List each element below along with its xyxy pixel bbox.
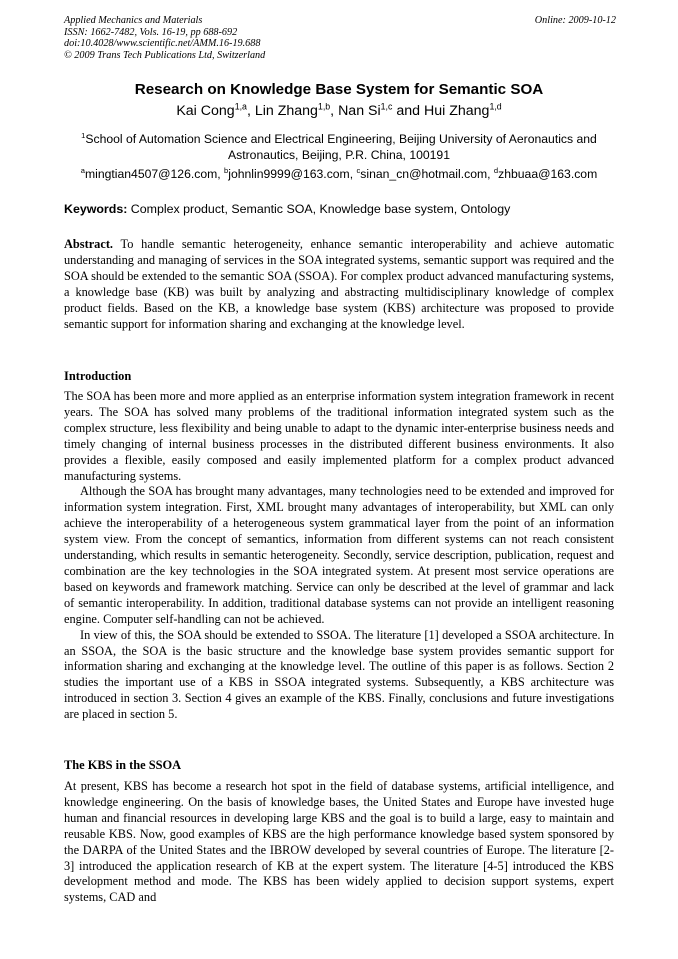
abstract-text: To handle semantic heterogeneity, enhance semantic interoperability and achieve automatic understanding and managing of services in the SOA integrated systems, semantic support was required and the SOA should be extended to the semantic SOA (SSOA). For complex product advanced manufacturing systems, a knowledge base (KB) was built by analyzing and abstracting multidisciplinary knowledge of complex product fields. Based on the KB, a knowledge base system (KBS) architecture was proposed to provide semantic support for information sharing and exchanging at the knowledge level.: [64, 237, 614, 331]
issn-line: ISSN: 1662-7482, Vols. 16-19, pp 688-692: [64, 26, 238, 38]
author: Lin Zhang$^{1,b}$,: [254, 101, 339, 119]
online-date: Online: 2009-10-12: [534, 15, 616, 26]
doi-line: doi:10.4028/www.scientific.net/AMM.16-19.688: [64, 38, 261, 50]
email: $^c$sinan_cn@hotmail.com,: [356, 165, 494, 181]
keywords: [64, 201, 616, 217]
section-heading-kbs: The KBS in the SSOA: [64, 758, 182, 772]
author: Kai Cong$^{1,a}$,: [176, 101, 255, 119]
author-list: [0, 102, 678, 120]
email: $^b$johnlin9999@163.com,: [224, 165, 357, 181]
publication-meta: [64, 15, 616, 61]
author: Nan Si$^{1,c}$ and: [338, 101, 424, 119]
abstract: [64, 237, 614, 332]
journal-name: Applied Mechanics and Materials: [64, 15, 203, 26]
author: Hui Zhang$^{1,d}$: [423, 101, 502, 119]
abstract-label: Abstract.: [64, 237, 114, 251]
paragraph: The SOA has been more and more applied as an enterprise information system integration framework in recent years. The SOA has solved many problems of the traditional information integrated system such as the complex structure, less flexibility and being unable to adapt to the dynamic inter-enterprise business needs and timely changing of internal business processes in the distributed different business environments. It also provides a flexible, easily composed and easily implemented platform for a complex product advanced manufacturing systems.: [64, 389, 614, 483]
paragraph: At present, KBS has become a research hot spot in the field of database systems, artificial intelligence, and knowledge engineering. On the basis of knowledge bases, the United States and Europe have invested huge human and financial resources in developing large KBS and the goal is to build a large, easy to maintain and reusable KBS. Now, good examples of KBS are the high performance knowledge based system sponsored by the DARPA of the United States and the IBROW developed by several countries of Europe. The literature [2-3] introduced the application research of KB at the expert system. The literature [4-5] introduced the KBS development method and mode. The KBS has been widely applied to decision support systems, expert systems, CAD and: [64, 779, 614, 905]
email: $^d$zhbuaa@163.com: [493, 165, 598, 181]
paper-title: Research on Knowledge Base System for Semantic SOA: [134, 81, 544, 98]
copyright-line: © 2009 Trans Tech Publications Ltd, Switzerland: [64, 49, 266, 61]
keywords-label: Keywords:: [64, 202, 128, 216]
paragraph: In view of this, the SOA should be extended to SSOA. The literature [1] developed a SSOA architecture. In an SSOA, the SOA is the basic structure and the knowledge base system provides semantic support for information sharing and exchanging at the knowledge level. The outline of this paper is as follows. Section 2 studies the important use of a KBS in SSOA integrated systems. Subsequently, a KBS architecture was introduced in section 3. Section 4 gives an example of the KBS. Finally, conclusions and future investigations are placed in section 5.: [64, 627, 614, 722]
introduction-body: [64, 389, 614, 723]
email: $^a$mingtian4507@126.com,: [80, 165, 225, 181]
affiliation: $^1$School of Automation Science and Electrical Engineering, Beijing University of Aeronautics and Astronautics, Beijing, P.R. China, 100191: [81, 130, 597, 163]
section-heading-introduction: Introduction: [64, 369, 132, 383]
keywords-text: Complex product, Semantic SOA, Knowledge base system, Ontology: [127, 202, 511, 216]
paragraph: Although the SOA has brought many advantages, many technologies need to be extended and improved for information system integration. First, XML brought many advantages of interoperability, but XML can only achieve the interoperability of a heterogeneous system grammatical layer from the point of an information system view. From the concept of semantics, information from different systems can not reach consistent understanding, which results in semantic heterogeneity. Secondly, service description, publication, request and combination are the key technologies in the SOA integrated system. At present most service operations are based on keywords and framework matching. Service can only be described at the level of grammar and lack of semantic interoperability. In addition, traditional database systems can not provide an intelligent reasoning engine. Computer self-handling can not be achieved.: [64, 484, 614, 626]
email-list: [0, 166, 678, 182]
kbs-section-body: [64, 779, 614, 906]
